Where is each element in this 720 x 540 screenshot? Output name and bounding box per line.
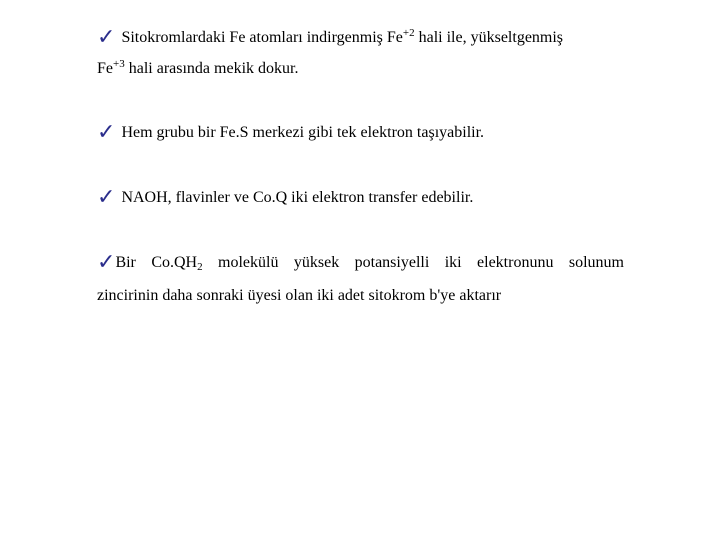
bullet-1-line-2-superscript: +3 [113, 58, 125, 70]
bullet-4-word-base: Co.QH [151, 254, 198, 271]
bullet-2 [97, 120, 485, 145]
bullet-1-line-2 [97, 59, 298, 79]
checkmark-icon: ✓ [97, 185, 116, 210]
bullet-4-word: solunum [568, 254, 624, 271]
bullet-1-text: Sitokromlardaki Fe atomları indirgenmiş Fe [121, 29, 403, 46]
bullet-3 [97, 185, 474, 210]
bullet-4-word: molekülü [218, 254, 279, 271]
bullet-4-word: iki [444, 254, 462, 271]
checkmark-icon: ✓ [97, 120, 116, 145]
bullet-1-text-end: hali ile, yükseltgenmiş [414, 29, 564, 46]
bullet-4-word: elektronunu [477, 254, 554, 271]
bullet-2-text: Hem grubu bir Fe.S merkezi gibi tek elektron taşıyabilir. [121, 124, 485, 141]
bullet-1-line-2-text-end: hali arasında mekik dokur. [124, 60, 299, 77]
bullet-4-line-1 [97, 250, 624, 275]
bullet-4-word: yüksek [293, 254, 340, 271]
bullet-4-word: potansiyelli [354, 254, 430, 271]
bullet-4-word: Bir [115, 254, 136, 271]
bullet-4-subscript: 2 [197, 261, 203, 273]
checkmark-icon: ✓ [97, 250, 116, 275]
bullet-1-superscript: +2 [402, 27, 415, 39]
bullet-4-line-2 [97, 286, 501, 306]
bullet-4-word [151, 253, 202, 273]
bullet-4-lead [97, 250, 136, 275]
bullet-1-line-2-text: Fe [97, 60, 113, 77]
bullet-3-text: NAOH, flavinler ve Co.Q iki elektron transfer edebilir. [121, 189, 474, 206]
bullet-4-line-2-text: zincirinin daha sonraki üyesi olan iki adet sitokrom b'ye aktarır [97, 287, 502, 304]
bullet-1-line-1 [97, 25, 564, 50]
checkmark-icon: ✓ [97, 25, 116, 50]
